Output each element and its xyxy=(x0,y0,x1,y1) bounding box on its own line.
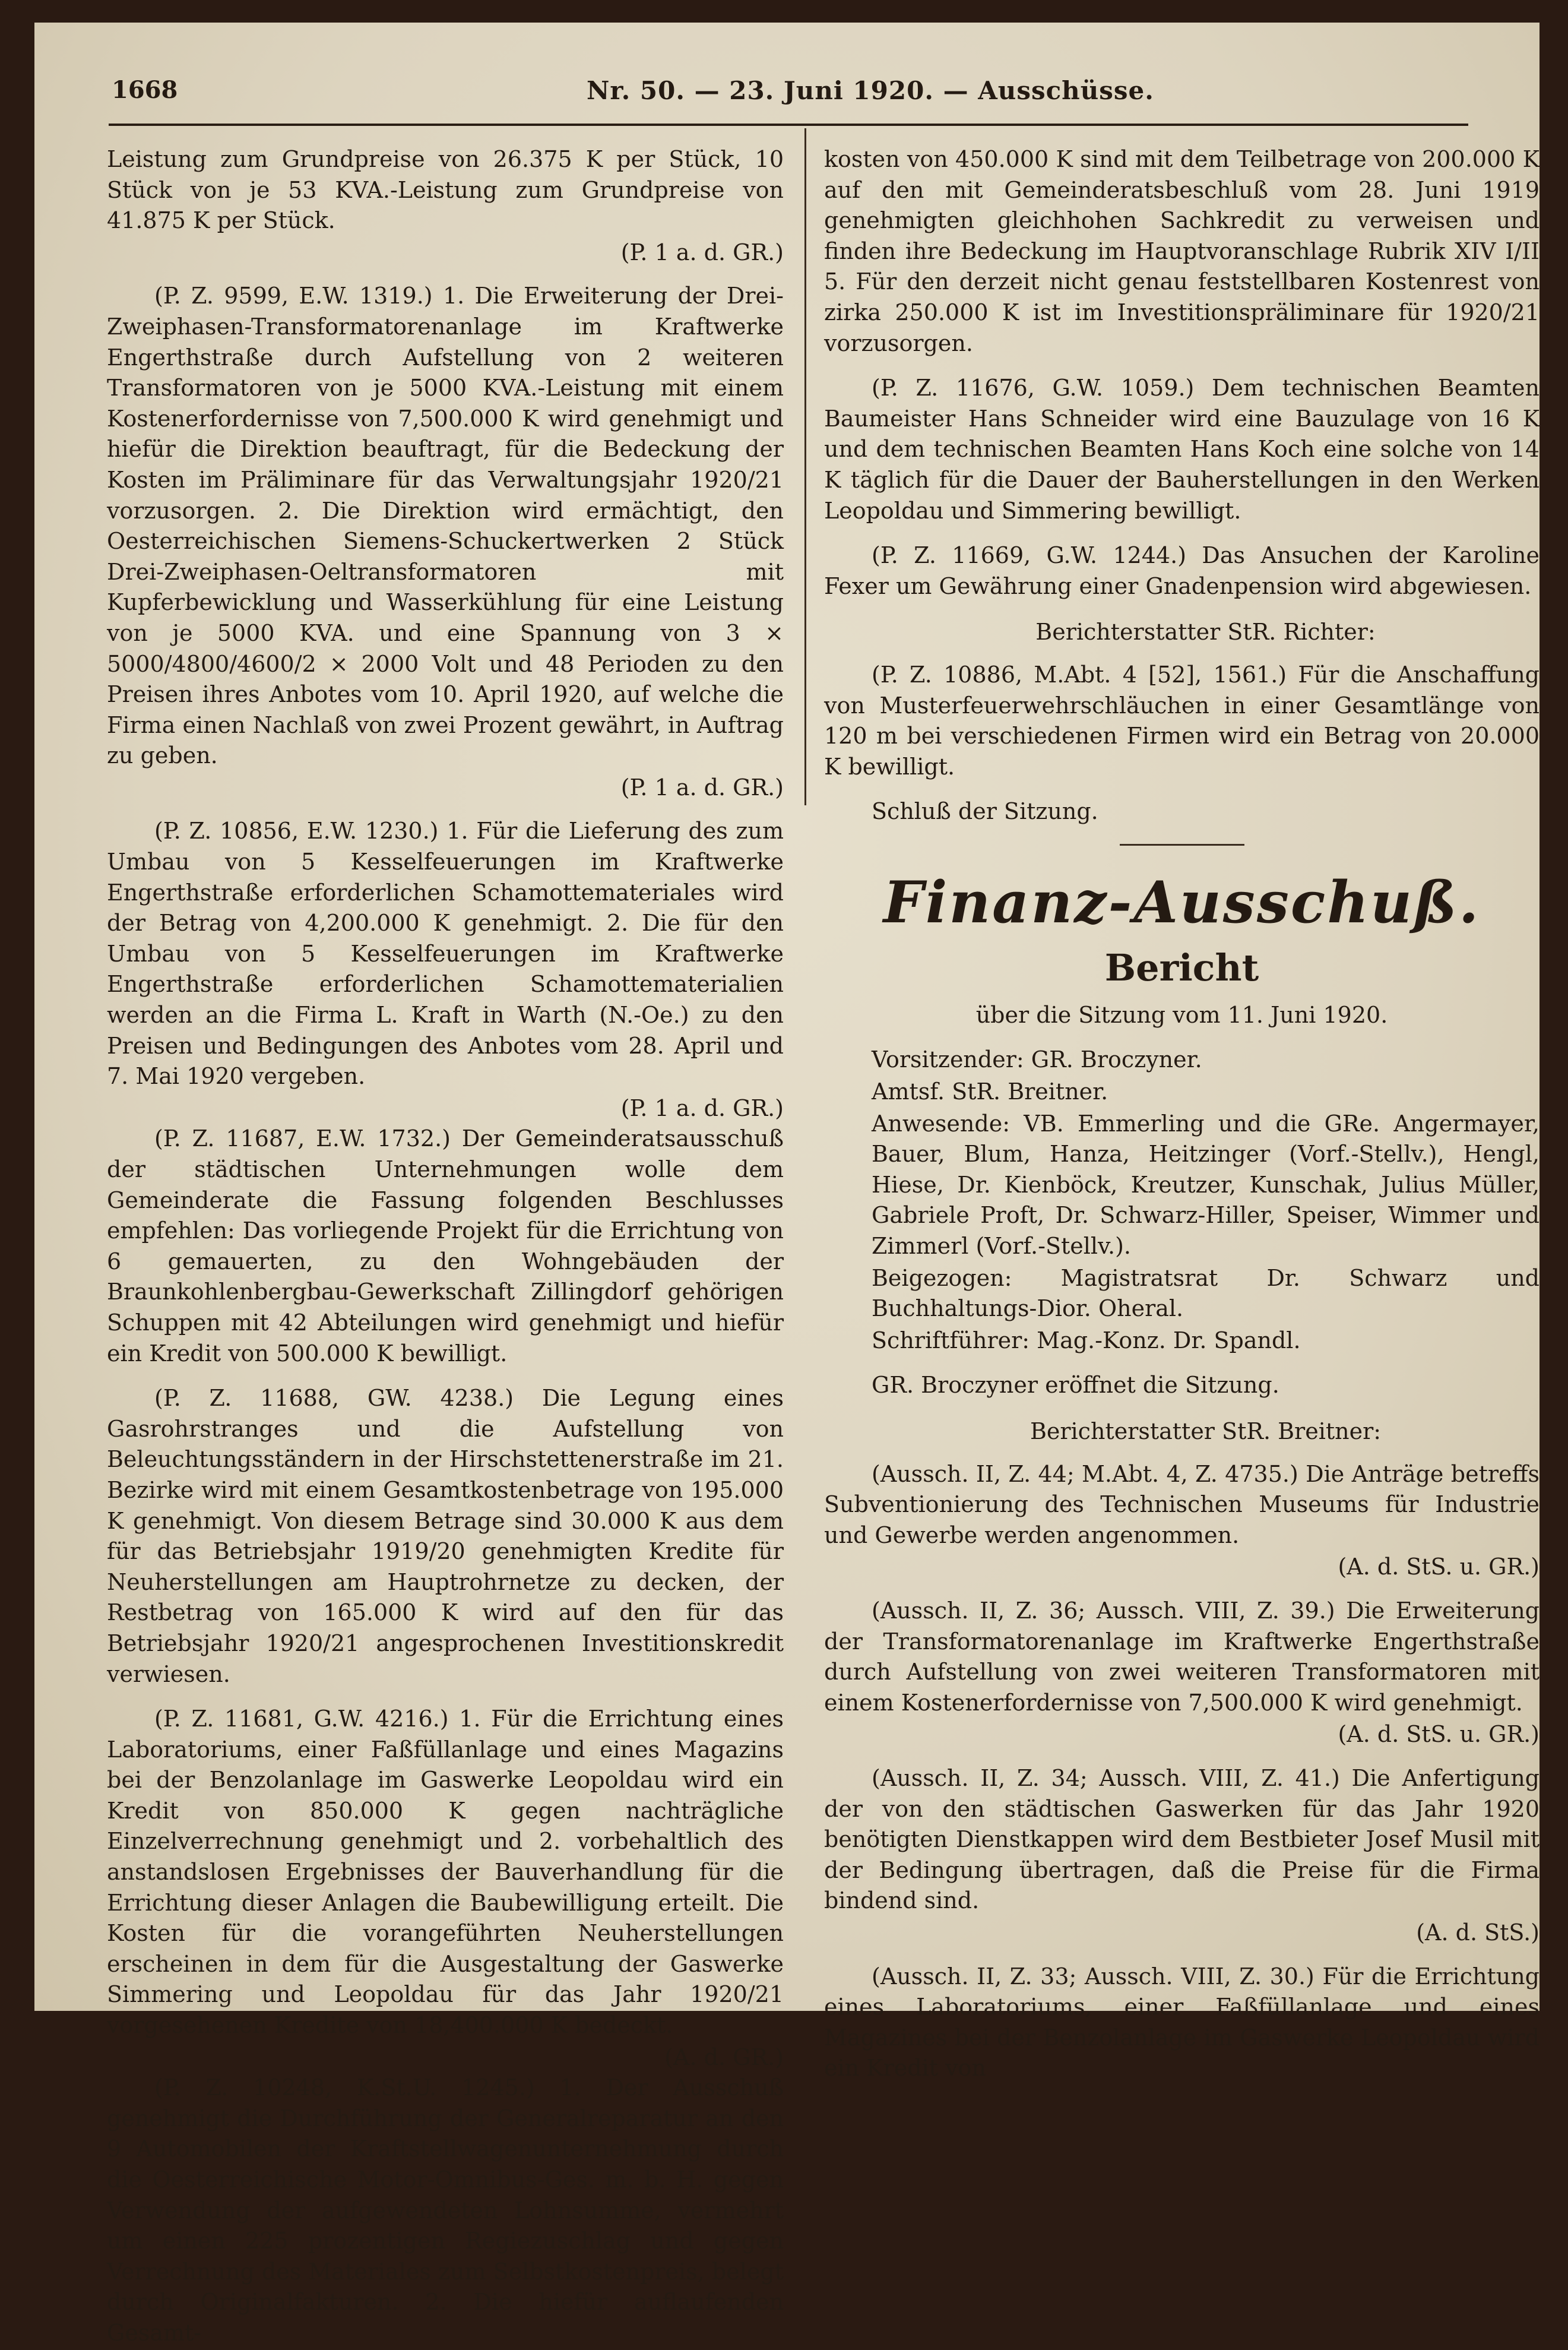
section-title: Finanz-Ausschuß. xyxy=(883,868,1481,936)
section-subtitle: Bericht xyxy=(1104,945,1259,989)
paragraph: (P. Z. 10856, E.W. 1230.) 1. Für die Lieferung des zum Umbau von 5 Kesselfeuerungen im Kraftwerke Engerthstraße erforderlichen Schamottemateriales wird der Betrag von 4,200.000 K genehmigt. 2. Die für den Umbau von 5 Kesselfeuerungen im Kraftwerke Engerthstraße erforderlichen Schamottematerialien werden an die Firma L. Kraft in Warth (N.-Oe.) zu den Preisen und Bedingungen des Anbotes vom 28. April und 7. Mai 1920 vergeben. xyxy=(107,818,784,1090)
paragraph: (P. Z. 10248, K.St.U. 1245.) 1. Der Ausschuß genehmigt die Durchführung der Generalreparatur an den 9 Automobilen der Kraftstellwagenunternehmung durch die Oesterreichische Motor-Omnibus-Ges. m. b. H. gegen Verwendung der aufgewendeten Lohnsumme, vermehrt um einen 225 prozentigen Regiezuschlag und gegen Verrechnung des Materiales zum Selbstkostenpreis, belegt durch Originalfakturen. 2. Die hiefür auflaufenden Gesamt- xyxy=(107,2074,784,2346)
header-rule xyxy=(109,124,1468,126)
page-header xyxy=(112,76,1462,118)
paragraph: (Aussch. II, Z. 33; Aussch. VIII, Z. 30.) Für die Errichtung eines Laboratoriums, einer Faßfüllanlage und eines Magazines bei der Benzolanlage im Gaswerke Leopoldau wird ein Kredit von xyxy=(824,1963,1540,2082)
reference-note: (A. d. StS. u. GR.) xyxy=(1338,1721,1540,1748)
attendance-block xyxy=(824,1045,1540,1356)
paragraph: (Aussch. II, Z. 36; Aussch. VIII, Z. 39.) Die Erweiterung der Transformatorenanlage im Kraftwerke Engerthstraße durch Aufstellung von zwei weiteren Transformatoren mit einem Kostenerfordernisse von 7,500.000 K wird genehmigt. xyxy=(824,1597,1540,1716)
session-date: über die Sitzung vom 11. Juni 1920. xyxy=(975,1001,1388,1028)
reference-note: (A. d. GR.) xyxy=(664,2044,784,2070)
chair-line: Vorsitzender: GR. Broczyner. xyxy=(872,1046,1202,1073)
paragraph: (Aussch. II, Z. 44; M.Abt. 4, Z. 4735.) Die Anträge betreffs Subventionierung des Technischen Museums für Industrie und Gewerbe werden angenommen. xyxy=(824,1460,1540,1548)
paragraph: (P. Z. 11688, GW. 4238.) Die Legung eines Gasrohrstranges und die Aufstellung von Beleuchtungsständern in der Hirschstettenerstraße im 21. Bezirke wird mit einem Gesamtkostenbetrage von 195.000 K genehmigt. Von diesem Betrage sind 30.000 K aus dem für das Betriebsjahr 1919/20 genehmigten Kredite für Neuherstellungen am Hauptrohrnetze zu decken, der Restbetrag von 165.000 K wird auf den für das Betriebsjahr 1920/21 angesprochenen Investitionskredit verwiesen. xyxy=(107,1385,784,1687)
paragraph: (P. Z. 11687, E.W. 1732.) Der Gemeinderatsausschuß der städtischen Unternehmungen wolle dem Gemeinderate die Fassung folgenden Beschlusses empfehlen: Das vorliegende Projekt für die Errichtung von 6 gemauerten, zu den Wohngebäuden der Braunkohlenbergbau-Gewerkschaft Zillingdorf gehörigen Schuppen mit 42 Abteilungen wird genehmigt und hiefür ein Kredit von 500.000 K bewilligt. xyxy=(107,1125,784,1367)
reference-note: (P. 1 a. d. GR.) xyxy=(620,1095,784,1121)
reporter-heading: Berichterstatter StR. Breitner: xyxy=(1030,1418,1382,1444)
paragraph: Leistung zum Grundpreise von 26.375 K per Stück, 10 Stück von je 53 KVA.-Leistung zum Grundpreise von 41.875 K per Stück. xyxy=(107,146,784,234)
paragraph: (Aussch. II, Z. 34; Aussch. VIII, Z. 41.) Die Anfertigung der von den städtischen Gaswerken für das Jahr 1920 benötigten Dienstkappen wird dem Bestbieter Josef Musil mit der Bedingung übertragen, daß die Preise für die Firma bindend sind. xyxy=(824,1764,1540,1914)
assigned-line: Beigezogen: Magistratsrat Dr. Schwarz und Buchhaltungs-Dior. Oheral. xyxy=(872,1264,1540,1322)
reference-note: (P. 1 a. d. GR.) xyxy=(620,239,784,265)
paragraph: (P. Z. 11676, G.W. 1059.) Dem technischen Beamten Baumeister Hans Schneider wird eine Bauzulage von 16 K und dem technischen Beamten Hans Koch eine solche von 14 K täglich für die Dauer der Bauherstellungen in den Werken Leopoldau und Simmering bewilligt. xyxy=(824,375,1540,524)
secretary-line: Schriftführer: Mag.-Konz. Dr. Spandl. xyxy=(872,1327,1301,1353)
newspaper-page xyxy=(34,23,1540,2346)
reporter-heading: Berichterstatter StR. Richter: xyxy=(1035,619,1376,646)
paragraph: (P. Z. 10886, M.Abt. 4 [52], 1561.) Für die Anschaffung von Musterfeuerwehrschläuchen in einer Gesamtlänge von 120 m bei verschiedenen Firmen wird ein Betrag von 20.000 K bewilligt. xyxy=(824,661,1540,780)
reference-note: (A. d. StS.) xyxy=(1416,1919,1540,1946)
running-title: Nr. 50. — 23. Juni 1920. — Ausschüsse. xyxy=(587,76,1154,105)
paragraph: kosten von 450.000 K sind mit dem Teilbetrage von 200.000 K auf den mit Gemeinderatsbeschluß vom 28. Juni 1919 genehmigten gleichhohen Sachkredit zu verweisen und finden ihre Bedeckung im Hauptvoranschlage Rubrik XIV I/II 5. Für den derzeit nicht genau feststellbaren Kostenrest von zirka 250.000 K ist im Investitionspräliminare für 1920/21 vorzusorgen. xyxy=(824,146,1540,356)
opening-line: GR. Broczyner eröffnet die Sitzung. xyxy=(872,1372,1279,1399)
official-line: Amtsf. StR. Breitner. xyxy=(872,1078,1108,1105)
page-number: 1668 xyxy=(112,76,178,104)
paragraph: (P. Z. 9599, E.W. 1319.) 1. Die Erweiterung der Drei-Zweiphasen-Transformatorenanlage im Kraftwerke Engerthstraße durch Aufstellung von 2 weiteren Transformatoren von je 5000 KVA.-Leistung mit einem Kostenerfordernisse von 7,500.000 K wird genehmigt und hiefür die Direktion beauftragt, für die Bedeckung der Kosten im Präliminare für das Verwaltungsjahr 1920/21 vorzusorgen. 2. Die Direktion wird ermächtigt, den Oesterreichischen Siemens-Schuckertwerken 2 Stück Drei-Zweiphasen-Oeltransformatoren mit Kupferbewicklung und Wasserkühlung für eine Leistung von je 5000 KVA. und eine Spannung von 3 × 5000/4800/4600/2 × 2000 Volt und 48 Perioden zu den Preisen ihres Anbotes vom 10. April 1920, auf welche die Firma einen Nachlaß von zwei Prozent gewährt, in Auftrag zu geben. xyxy=(107,283,784,769)
paragraph: (P. Z. 11669, G.W. 1244.) Das Ansuchen der Karoline Fexer um Gewährung einer Gnadenpension wird abgewiesen. xyxy=(824,542,1540,599)
left-column xyxy=(107,144,784,2350)
present-line: Anwesende: VB. Emmerling und die GRe. Angermayer, Bauer, Blum, Hanza, Heitzinger (Vorf.-Stellv.), Hengl, Hiese, Dr. Kienböck, Kreutzer, Kunschak, Julius Müller, Gabriele Proft, Dr. Schwarz-Hiller, Speiser, Wimmer und Zimmerl (Vorf.-Stellv.). xyxy=(872,1110,1540,1260)
section-divider xyxy=(1120,844,1244,846)
closing-line: Schluß der Sitzung. xyxy=(872,798,1098,825)
reference-note: (P. 1 a. d. GR.) xyxy=(620,774,784,801)
reference-note: (A. d. StS. u. GR.) xyxy=(1338,1554,1540,1580)
right-column xyxy=(824,144,1540,2085)
paragraph: (P. Z. 11681, G.W. 4216.) 1. Für die Errichtung eines Laboratoriums, einer Faßfüllanlage und eines Magazins bei der Benzolanlage im Gaswerke Leopoldau wird ein Kredit von 850.000 K gegen nachträgliche Einzelverrechnung genehmigt und 2. vorbehaltlich des anstandslosen Ergebnisses der Bauverhandlung für die Errichtung dieser Anlagen die Baubewilligung erteilt. Die Kosten für die vorangeführten Neuherstellungen erscheinen in dem für die Ausgestaltung der Gaswerke Simmering und Leopoldau für das Jahr 1920/21 vorgesehenen Kredite von 18,400.000 K bedeckt. xyxy=(107,1706,784,2039)
column-divider xyxy=(804,128,806,805)
